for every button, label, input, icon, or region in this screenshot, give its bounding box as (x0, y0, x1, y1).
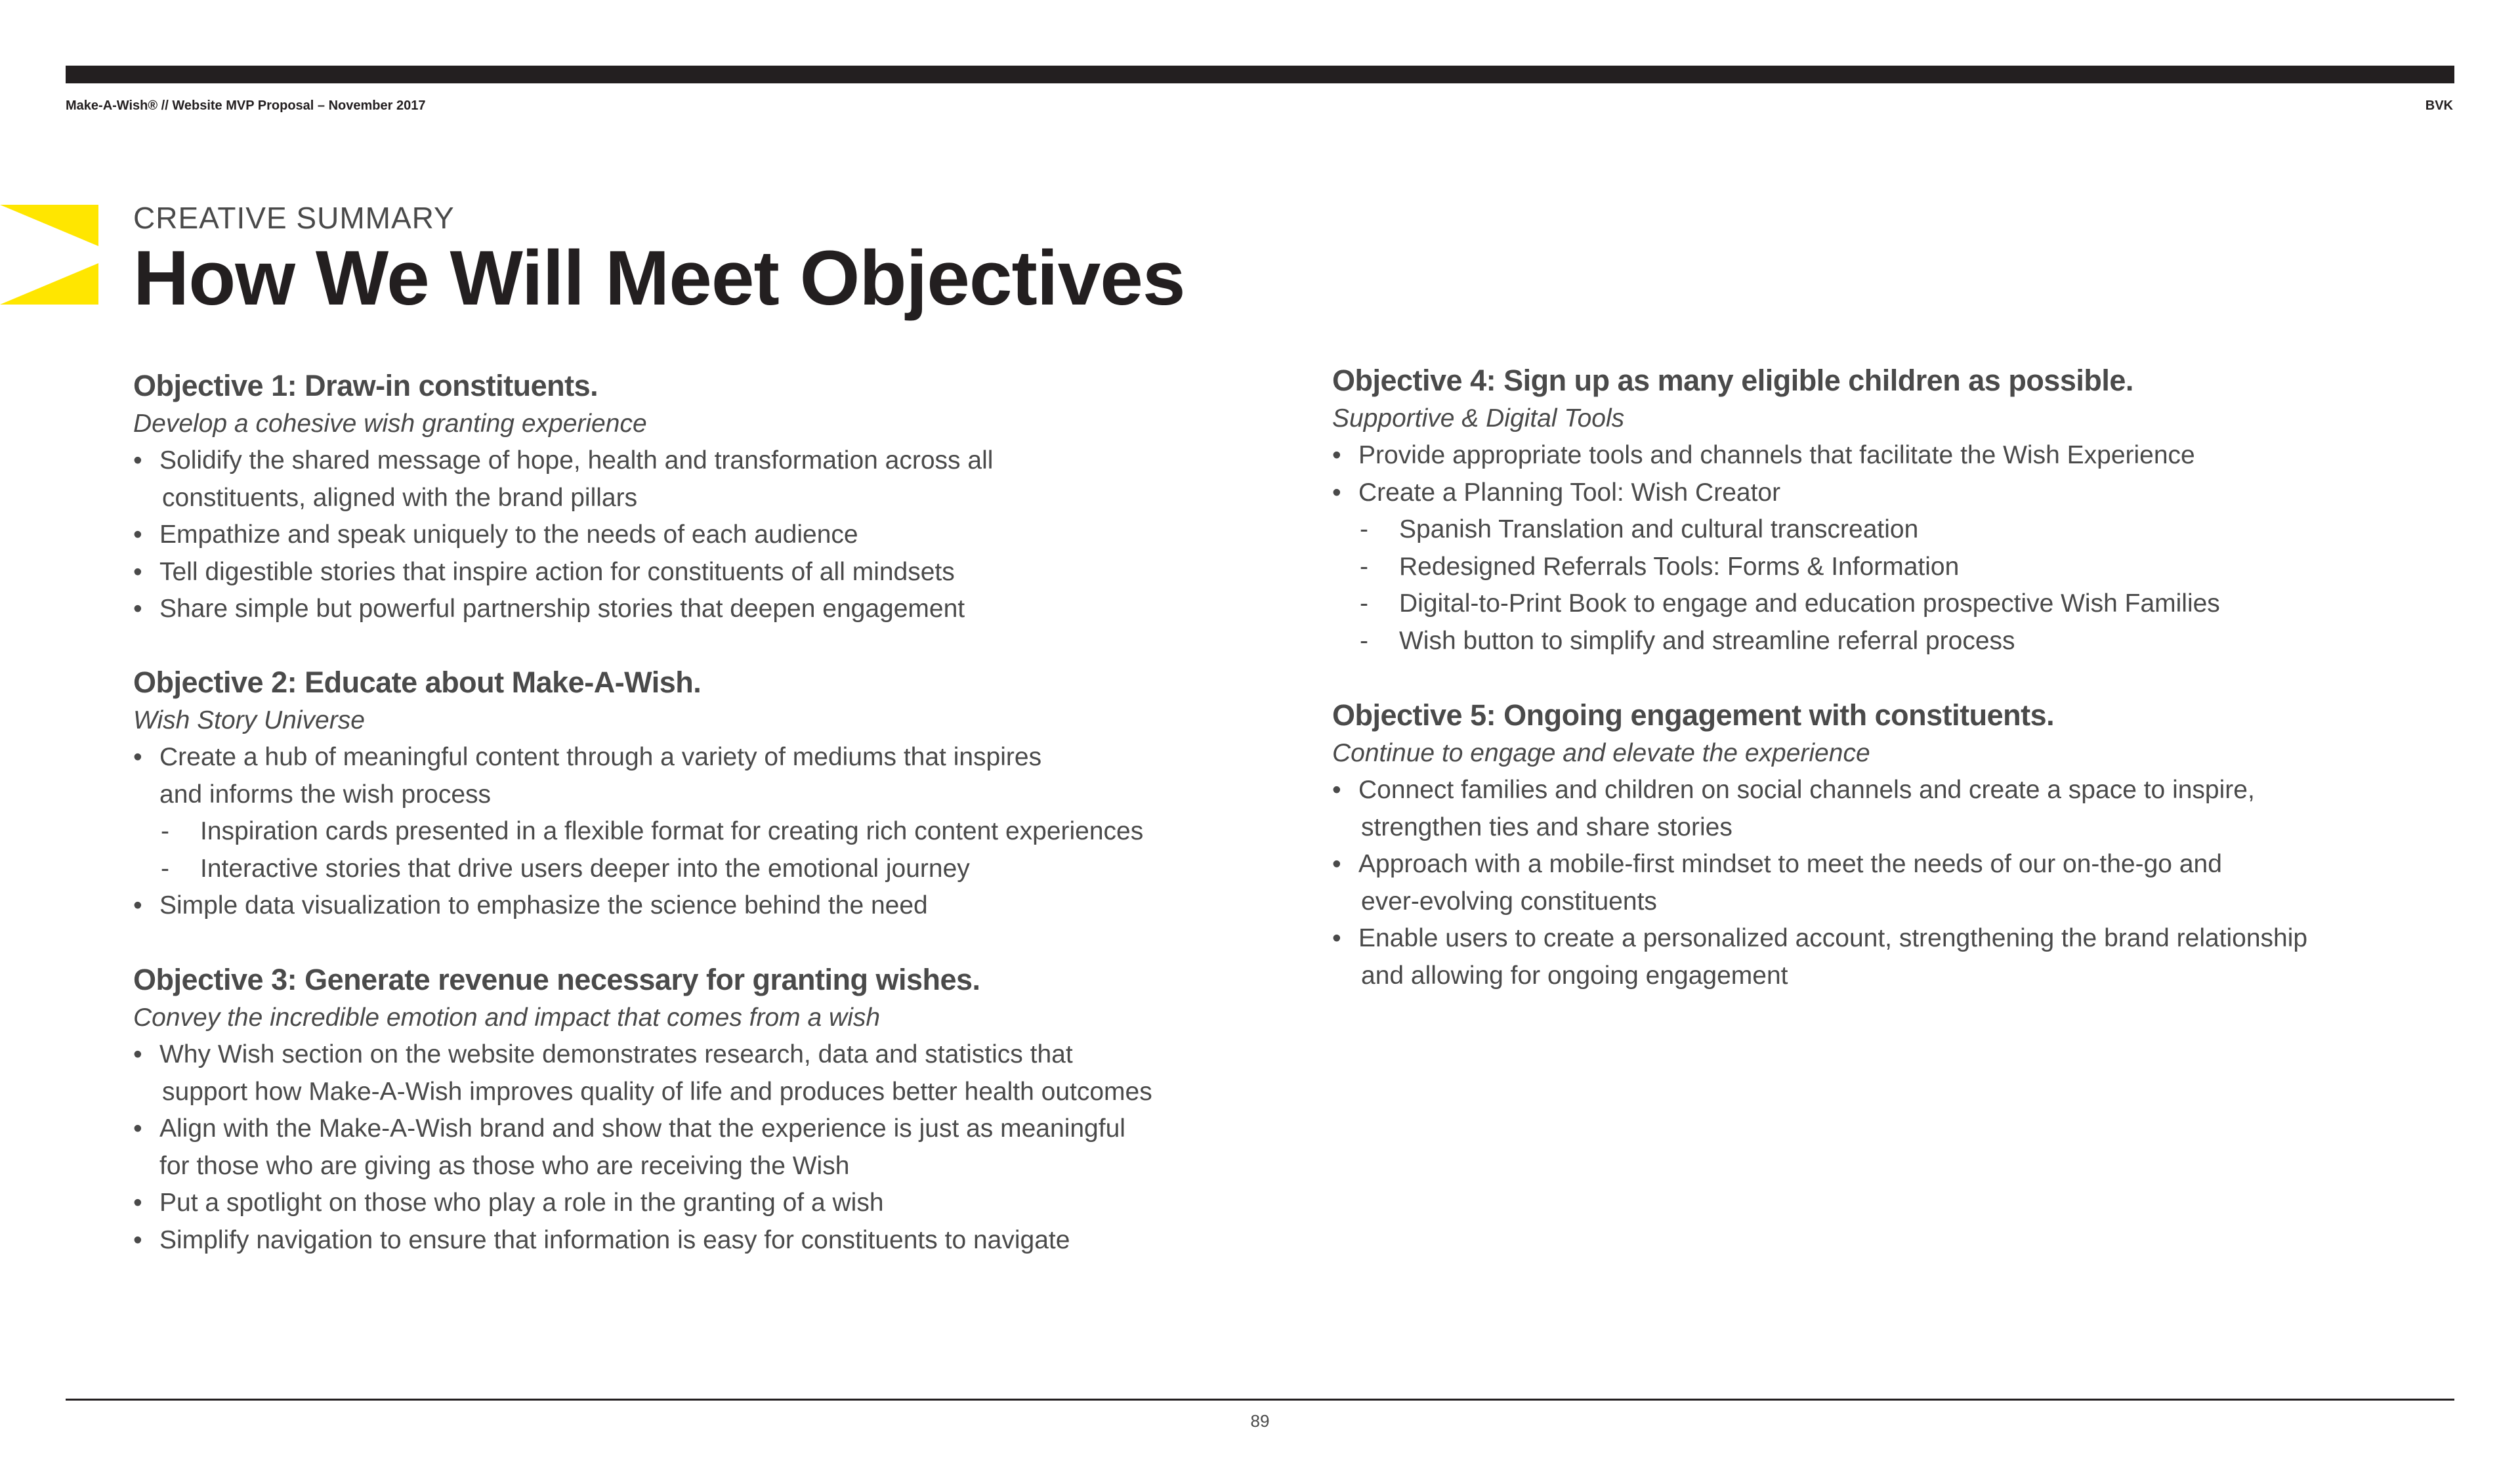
list-item: • Enable users to create a personalized account, strengthening the brand relationship and allowing for ongoing engagement (1332, 924, 2308, 990)
list-item: • Empathize and speak uniquely to the needs of each audience (133, 520, 858, 549)
list-item: • Simple data visualization to emphasize the science behind the need (133, 891, 928, 920)
sub-list-item: - Interactive stories that drive users deeper into the emotional journey (161, 854, 970, 883)
objective-4 (1332, 361, 2448, 660)
objective-title: Objective 2: Educate about Make-A-Wish. (133, 666, 702, 699)
list-item: • Tell digestible stories that inspire action for constituents of all mindsets (133, 557, 955, 586)
objective-1 (133, 366, 1249, 628)
objective-5 (1332, 696, 2448, 994)
objective-2 (133, 663, 1249, 925)
page-title: How We Will Meet Objectives (133, 235, 1185, 322)
sub-list-item: - Redesigned Referrals Tools: Forms & Information (1360, 552, 1960, 581)
agency-name: BVK (2425, 98, 2453, 113)
objective-subtitle: Supportive & Digital Tools (1332, 404, 1625, 433)
objective-subtitle: Convey the incredible emotion and impact that comes from a wish (133, 1004, 881, 1032)
section-eyebrow: CREATIVE SUMMARY (133, 201, 455, 235)
objective-subtitle: Continue to engage and elevate the experience (1332, 739, 1870, 767)
page-number: 89 (1250, 1411, 1270, 1431)
list-item: • Why Wish section on the website demonstrates research, data and statistics that support how Make-A-Wish improves quality of life and produces better health outcomes (133, 1040, 1152, 1106)
list-item: • Share simple but powerful partnership stories that deepen engagement (133, 595, 965, 623)
document-header: Make-A-Wish® // Website MVP Proposal – November 2017 (66, 98, 426, 113)
list-item: • Connect families and children on social channels and create a space to inspire, strengthen ties and share stories (1332, 776, 2255, 841)
list-item: • Provide appropriate tools and channels that facilitate the Wish Experience (1332, 441, 2195, 469)
list-item: • Simplify navigation to ensure that information is easy for constituents to navigate (133, 1225, 1070, 1254)
objective-title: Objective 5: Ongoing engagement with constituents. (1332, 698, 2055, 732)
sub-list-item: - Spanish Translation and cultural transcreation (1360, 515, 1919, 543)
sub-list-item: - Wish button to simplify and streamline referral process (1360, 626, 2015, 655)
objective-title: Objective 4: Sign up as many eligible children as possible. (1332, 364, 2133, 397)
objective-title: Objective 1: Draw-in constituents. (133, 369, 598, 402)
footer-rule (66, 1399, 2454, 1401)
list-item: • Solidify the shared message of hope, health and transformation across all constituents, aligned with the brand pillars (133, 446, 994, 512)
list-item: • Put a spotlight on those who play a role in the granting of a wish (133, 1189, 884, 1217)
objective-title: Objective 3: Generate revenue necessary for granting wishes. (133, 963, 980, 996)
list-item: • Create a Planning Tool: Wish Creator (1332, 478, 1781, 507)
list-item: • Create a hub of meaningful content through a variety of mediums that inspires and informs the wish process (133, 743, 1042, 809)
objective-3 (133, 960, 1249, 1259)
objective-subtitle: Develop a cohesive wish granting experience (133, 410, 647, 438)
sub-list-item: - Digital-to-Print Book to engage and education prospective Wish Families (1360, 589, 2220, 618)
list-item: • Approach with a mobile-first mindset to meet the needs of our on-the-go and ever-evolving constituents (1332, 850, 2222, 916)
sub-list-item: - Inspiration cards presented in a flexible format for creating rich content experiences (161, 817, 1144, 845)
list-item: • Align with the Make-A-Wish brand and show that the experience is just as meaningful for those who are giving as those who are receiving the Wish (133, 1114, 1125, 1180)
top-rule-bar (66, 66, 2454, 83)
chevron-arrow-icon (0, 205, 98, 305)
objective-subtitle: Wish Story Universe (133, 706, 365, 734)
